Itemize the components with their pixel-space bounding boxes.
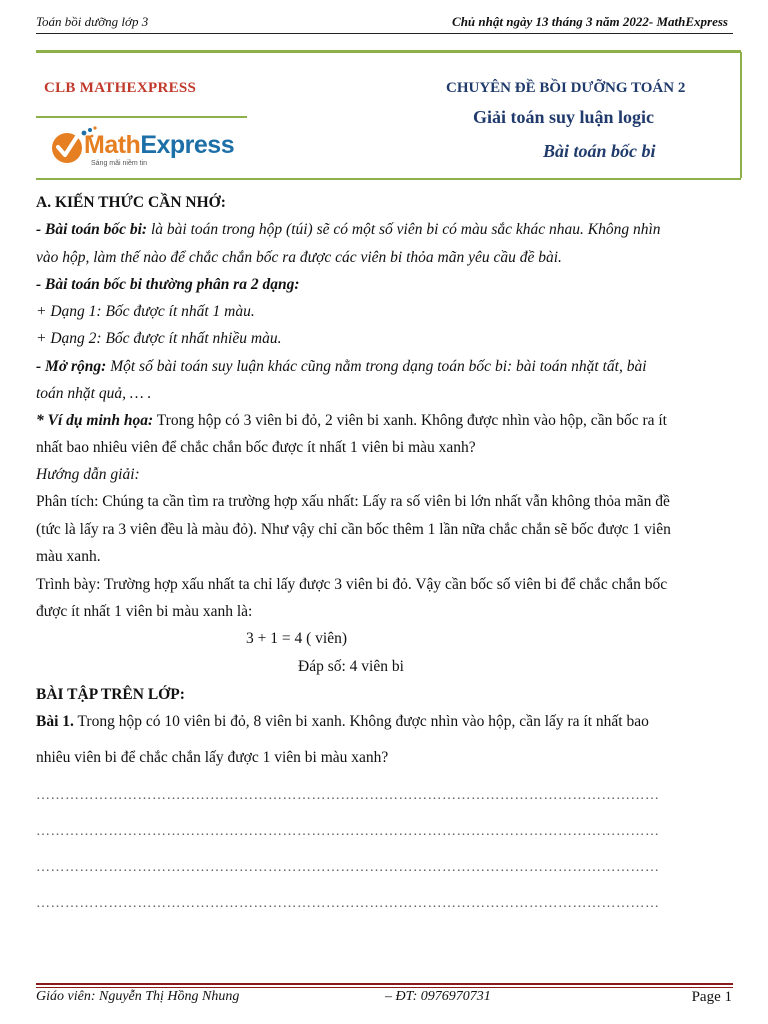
footer-teacher: Giáo viên: Nguyễn Thị Hồng Nhung — [36, 989, 240, 1004]
definition-line-2: vào hộp, làm thế nào để chắc chắn bốc ra được các viên bi thỏa mãn yêu cầu đề bài. — [36, 249, 562, 266]
logo-tagline: Sáng mãi niềm tin — [91, 160, 148, 167]
exercise-1-line-1: Bài 1. Trong hộp có 10 viên bi đỏ, 8 viên bi xanh. Không được nhìn vào hộp, cần lấy ra ít nhất bao — [36, 713, 649, 730]
banner-top-rule — [36, 50, 741, 53]
example-line-2: nhất bao nhiêu viên để chắc chắn bốc được ít nhất 1 viên bi màu xanh? — [36, 439, 476, 456]
calculation: 3 + 1 = 4 ( viên) — [246, 630, 347, 647]
type-2: + Dạng 2: Bốc được ít nhất nhiều màu. — [36, 330, 282, 347]
header-divider — [36, 33, 733, 34]
lesson-name: Bài toán bốc bi — [543, 141, 656, 161]
answer-line[interactable]: ………………………………………………………………………………………………………………… — [36, 824, 660, 839]
header-date: Chủ nhật ngày 13 tháng 3 năm 2022- MathExpress — [452, 14, 728, 29]
final-answer: Đáp số: 4 viên bi — [298, 658, 404, 675]
analysis-line-1: Phân tích: Chúng ta cần tìm ra trường hợp xấu nhất: Lấy ra số viên bi lớn nhất vẫn không thỏa mãn đề — [36, 493, 670, 510]
exercises-heading: BÀI TẬP TRÊN LỚP: — [36, 686, 185, 703]
club-name: CLB MATHEXPRESS — [44, 80, 197, 96]
footer-page-number: Page 1 — [691, 989, 732, 1005]
type-1: + Dạng 1: Bốc được ít nhất 1 màu. — [36, 303, 255, 320]
answer-line[interactable]: ………………………………………………………………………………………………………………… — [36, 896, 660, 911]
analysis-line-2: (tức là lấy ra 3 viên đều là màu đỏ). Như vậy chỉ cần bốc thêm 1 lần nữa chắc chắn sẽ bốc được 1 viên — [36, 521, 671, 538]
section-a-heading: A. KIẾN THỨC CẦN NHỚ: — [36, 194, 226, 211]
example-line-1: * Ví dụ minh họa: Trong hộp có 3 viên bi đỏ, 2 viên bi xanh. Không được nhìn vào hộp, cần bốc ra ít — [36, 412, 667, 429]
answer-line[interactable]: ………………………………………………………………………………………………………………… — [36, 788, 660, 803]
topic-title: CHUYÊN ĐỀ BỒI DƯỠNG TOÁN 2 — [446, 80, 686, 96]
guide-label: Hướng dẫn giải: — [36, 466, 140, 483]
presentation-line-2: được ít nhất 1 viên bi màu xanh là: — [36, 603, 253, 620]
logo-wordmark: MathExpress — [84, 131, 235, 159]
footer-rule-thick — [36, 983, 733, 985]
extension-line-1: - Mở rộng: Một số bài toán suy luận khác cũng nằm trong dạng toán bốc bi: bài toán nhặt tất, bài — [36, 358, 647, 375]
presentation-line-1: Trình bày: Trường hợp xấu nhất ta chỉ lấy được 3 viên bi đỏ. Vậy cần bốc số viên bi để chắc chắn bốc — [36, 576, 668, 593]
exercise-1-line-2: nhiêu viên bi để chắc chắn lấy được 1 viên bi màu xanh? — [36, 749, 389, 766]
types-heading: - Bài toán bốc bi thường phân ra 2 dạng: — [36, 276, 300, 293]
header-subject: Toán bồi dưỡng lớp 3 — [36, 14, 149, 29]
extension-line-2: toán nhặt quả, … . — [36, 385, 152, 402]
banner-bottom-rule — [36, 178, 741, 180]
answer-line[interactable]: ………………………………………………………………………………………………………………… — [36, 860, 660, 875]
footer-rule-thin — [36, 987, 733, 988]
banner-right-rule — [740, 52, 742, 178]
footer-phone: – ĐT: 0976970731 — [385, 989, 491, 1004]
definition-line-1: - Bài toán bốc bi: là bài toán trong hộp (túi) sẽ có một số viên bi có màu sắc khác nhau. Không nhìn — [36, 221, 661, 238]
club-underline — [36, 116, 247, 118]
analysis-line-3: màu xanh. — [36, 548, 101, 565]
lesson-subtitle: Giải toán suy luận logic — [473, 107, 655, 127]
